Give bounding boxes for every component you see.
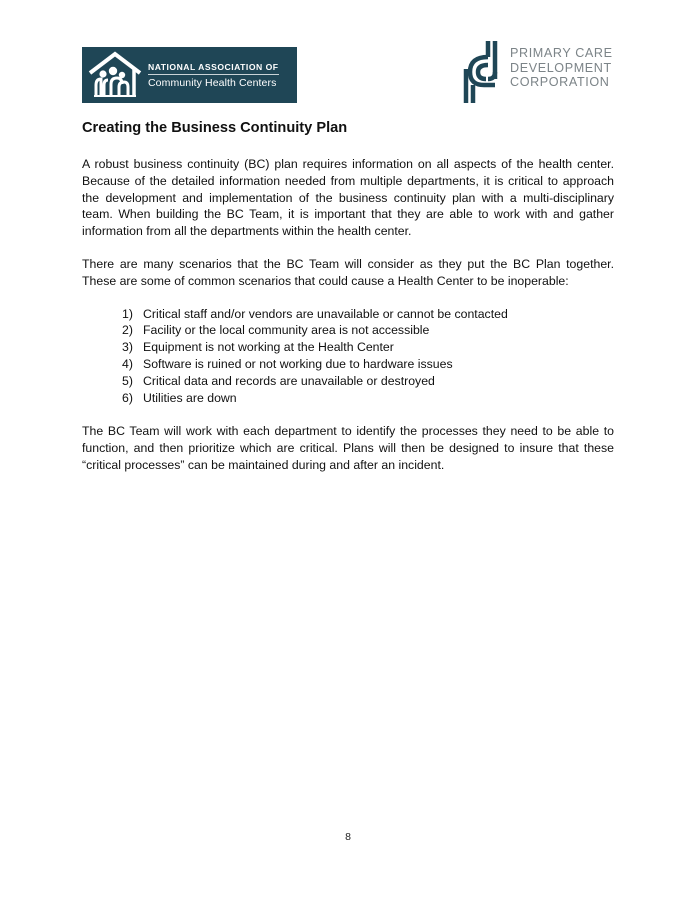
document-body (82, 118, 614, 490)
nachc-logo-line1: NATIONAL ASSOCIATION OF (148, 62, 279, 75)
pcdc-logo (462, 39, 622, 105)
list-item-text: Utilities are down (143, 390, 237, 405)
pcdc-logo-line2: DEVELOPMENT (510, 60, 612, 75)
list-item-number: 3) (122, 340, 133, 355)
pcdc-monogram-icon (462, 39, 506, 105)
pcdc-logo-line3: CORPORATION (510, 75, 610, 90)
paragraph-intro: A robust business continuity (BC) plan requires information on all aspects of the health center. Because of the detailed information needed from multiple departments, it is critical to approach the development and implementation of the business continuity plan with a multi-disciplinary team. When building the BC Team, it is important that they are able to work with and gather information from all the departments within the health center. (82, 157, 614, 239)
section-title: Creating the Business Continuity Plan (82, 120, 348, 136)
list-item-text: Critical staff and/or vendors are unavailable or cannot be contacted (143, 306, 508, 321)
list-item-number: 1) (122, 306, 133, 321)
list-item (82, 339, 614, 356)
list-item (82, 390, 614, 407)
list-item (82, 322, 614, 339)
list-item (82, 306, 614, 323)
list-item (82, 356, 614, 373)
house-family-icon (82, 47, 148, 103)
list-item (82, 373, 614, 390)
list-item-number: 5) (122, 373, 133, 388)
list-item-number: 6) (122, 390, 133, 405)
paragraph-processes: The BC Team will work with each department to identify the processes they need to be able to function, and then prioritize which are critical. Plans will then be designed to insure that these “critical processes” can be maintained during and after an incident. (82, 424, 614, 472)
list-item-number: 2) (122, 323, 133, 338)
list-item-text: Facility or the local community area is not accessible (143, 323, 430, 338)
pcdc-logo-line1: PRIMARY CARE (510, 46, 613, 61)
nachc-logo-line2: Community Health Centers (148, 76, 277, 89)
scenario-list (82, 306, 614, 407)
list-item-text: Equipment is not working at the Health Center (143, 340, 394, 355)
list-item-number: 4) (122, 356, 133, 371)
paragraph-scenarios-intro: There are many scenarios that the BC Team will consider as they put the BC Plan together. These are some of common scenarios that could cause a Health Center to be inoperable: (82, 256, 614, 288)
list-item-text: Software is ruined or not working due to hardware issues (143, 356, 453, 371)
page-number: 8 (345, 831, 351, 843)
list-item-text: Critical data and records are unavailable or destroyed (143, 373, 435, 388)
nachc-logo (82, 47, 297, 103)
